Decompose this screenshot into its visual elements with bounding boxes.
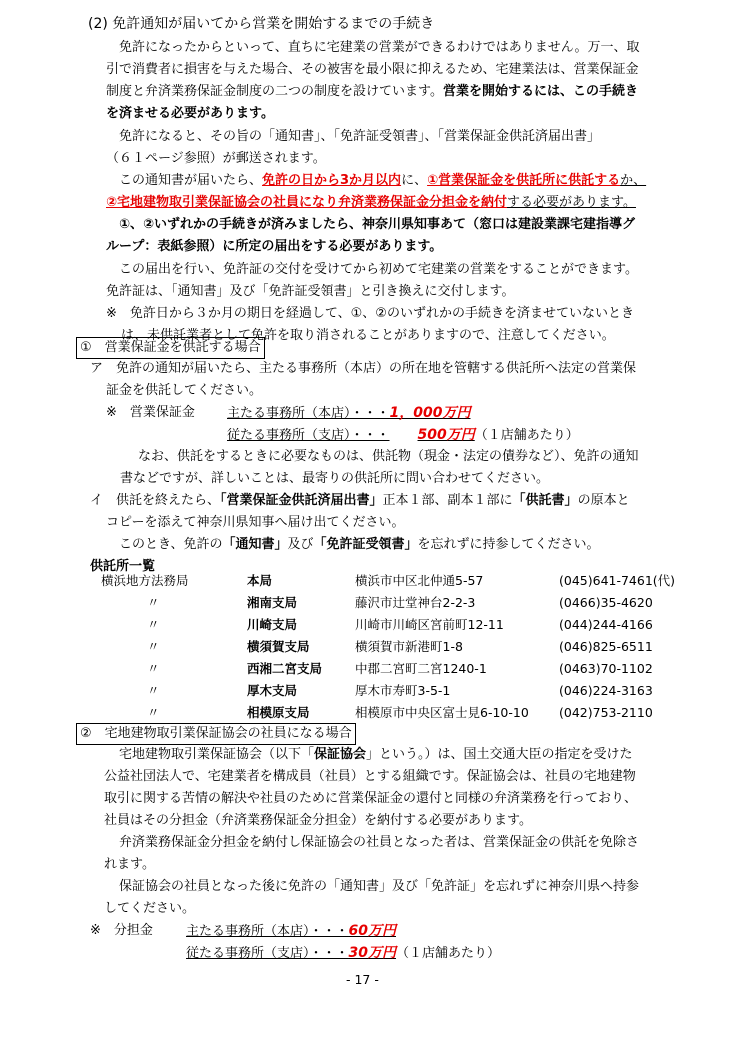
- deposit-amount: 1，000万円: [389, 405, 471, 421]
- office-address: 相模原市中央区富士見6-10-10: [355, 705, 529, 720]
- document-name: 「営業保証金供託済届出書」: [220, 493, 383, 508]
- emphasis-line: ①、②いずれかの手続きが済みましたら、神奈川県知事あて（窓口は建設業課宅建指導グ: [119, 217, 636, 232]
- per-branch-note: （１店舗あたり）: [474, 428, 579, 443]
- office-address: 中郡二宮町二宮1240-1: [355, 661, 487, 676]
- paragraph-line: この届出を行い、免許証の交付を受けてから初めて宅建業の営業をすることができます。: [119, 262, 638, 277]
- paragraph-text: 制度と弁済業務保証金制度の二つの制度を設けています。: [106, 84, 443, 99]
- paragraph-line: 社員はその分担金（弁済業務保証金分担金）を納付する必要があります。: [104, 813, 532, 828]
- office-name: 相模原支局: [247, 705, 310, 720]
- paragraph-line: [119, 745, 633, 765]
- emphasis-text: 保証協会: [314, 747, 367, 762]
- paragraph-line: ア 免許の通知が届いたら、主たる事務所（本店）の所在地を管轄する供託所へ法定の営業保: [90, 361, 637, 376]
- amount-label: ※ 営業保証金: [106, 405, 195, 420]
- deposit-amount: 500万円: [417, 427, 475, 443]
- paragraph-line: （６１ページ参照）が郵送されます。: [106, 151, 326, 166]
- office-prefix: 横浜地方法務局: [101, 573, 189, 588]
- office-prefix: 〃: [147, 683, 160, 698]
- emphasis-text: 営業を開始するには、この手続き: [442, 84, 638, 99]
- office-name: 川崎支局: [247, 617, 298, 632]
- office-row: [101, 680, 679, 702]
- emphasis-line: ループ：表紙参照）に所定の届出をする必要があります。: [106, 239, 443, 254]
- document-name: 「通知書」: [222, 537, 288, 552]
- amount-row: [186, 921, 396, 942]
- amount-label: ※ 分担金: [90, 923, 153, 938]
- office-row: [101, 614, 679, 636]
- office-address: 川崎市川崎区宮前町12-11: [355, 617, 504, 632]
- office-prefix: 〃: [147, 639, 160, 654]
- office-phone: (044)244-4166: [559, 617, 653, 632]
- paragraph-line: [90, 491, 630, 511]
- option1-text: ①営業保証金を供託所に供託する: [427, 173, 621, 188]
- page-number: - 17 -: [346, 972, 379, 987]
- paragraph-line: れます。: [104, 857, 155, 872]
- paragraph-line: 書などですが、詳しいことは、最寄りの供託所に問い合わせてください。: [120, 471, 550, 486]
- paragraph-text: の原本と: [577, 493, 630, 508]
- document-name: 「免許証受領書」: [313, 537, 418, 552]
- office-list-title: 供託所一覧: [90, 559, 156, 574]
- office-table: [101, 570, 679, 724]
- office-name: 西湘二宮支局: [247, 661, 323, 676]
- paragraph-line: してください。: [104, 901, 196, 916]
- office-address: 横須賀市新港町1-8: [355, 639, 463, 654]
- office-row: [101, 592, 679, 614]
- office-name: 湘南支局: [247, 595, 298, 610]
- paragraph-line: [119, 171, 646, 191]
- office-prefix: 〃: [147, 595, 160, 610]
- paragraph-line: 弁済業務保証金分担金を納付し保証協会の社員となった者は、営業保証金の供託を免除さ: [119, 835, 640, 850]
- office-row: [101, 570, 679, 592]
- note-line: ※ 免許日から３か月の期日を経過して、①、②のいずれかの手続きを済ませていないとき: [106, 306, 634, 321]
- paragraph-text: 及び: [287, 537, 314, 552]
- office-phone: (045)641-7461(代): [559, 573, 676, 588]
- office-address: 厚木市寿町3-5-1: [355, 683, 451, 698]
- section-heading: (2) 免許通知が届いてから営業を開始するまでの手続き: [88, 16, 435, 32]
- paragraph-text: する必要があります。: [507, 195, 636, 210]
- paragraph-line: 証金を供託してください。: [106, 383, 263, 398]
- subsection-heading: ② 宅地建物取引業保証協会の社員になる場合: [76, 723, 356, 745]
- amount-row: [227, 403, 470, 424]
- office-phone: (046)825-6511: [559, 639, 653, 654]
- office-prefix: 〃: [147, 617, 160, 632]
- paragraph-text: 」という。）は、国土交通大臣の指定を受けた: [366, 747, 633, 762]
- amount-row: [227, 425, 579, 446]
- office-address: 横浜市中区北仲通5-57: [355, 573, 484, 588]
- subsection-heading: ① 営業保証金を供託する場合: [76, 337, 265, 359]
- office-label: 従たる事務所（支店）・・・: [227, 428, 390, 443]
- paragraph-line: 保証協会の社員となった後に免許の「通知書」及び「免許証」を忘れずに神奈川県へ持参: [119, 879, 640, 894]
- office-label: 従たる事務所（支店）・・・: [186, 946, 349, 961]
- paragraph-text: この通知書が届いたら、: [119, 173, 263, 188]
- office-row: [101, 658, 679, 680]
- paragraph-text: このとき、免許の: [119, 537, 223, 552]
- paragraph-line: 免許になったからといって、直ちに宅建業の営業ができるわけではありません。万一、取: [119, 40, 640, 55]
- paragraph-line: 免許証は、「通知書」及び「免許証受領書」と引き換えに交付します。: [106, 284, 515, 299]
- paragraph-text: を忘れずに持参してください。: [417, 537, 600, 552]
- paragraph-line: [119, 535, 600, 555]
- paragraph-text: か、: [620, 173, 647, 188]
- contribution-amount: 60万円: [348, 923, 396, 939]
- office-phone: (046)224-3163: [559, 683, 653, 698]
- document-name: 「供託書」: [512, 493, 578, 508]
- note-line: は、未供託業者として免許を取り消されることがありますので、注意してください。: [121, 328, 615, 343]
- contribution-amount: 30万円: [348, 945, 396, 961]
- paragraph-text: 宅地建物取引業保証協会（以下「: [119, 747, 315, 762]
- paragraph-line: [106, 193, 636, 213]
- office-name: 厚木支局: [247, 683, 298, 698]
- option2-text: ②宅地建物取引業保証協会の社員になり弁済業務保証金分担金を納付: [106, 195, 508, 210]
- per-branch-note: （１店舗あたり）: [396, 946, 501, 961]
- office-phone: (042)753-2110: [559, 705, 653, 720]
- office-row: [101, 636, 679, 658]
- office-prefix: 〃: [147, 705, 160, 720]
- paragraph-text: イ 供託を終えたら、: [90, 493, 221, 508]
- paragraph-line: 公益社団法人で、宅建業者を構成員（社員）とする組織です。保証協会は、社員の宅地建物: [104, 769, 636, 784]
- emphasis-line: を済ませる必要があります。: [106, 106, 274, 121]
- paragraph-text: に、: [401, 173, 428, 188]
- paragraph-line: 引で消費者に損害を与えた場合、その被害を最小限に抑えるため、宅建業法は、営業保証金: [106, 62, 639, 77]
- paragraph-text: 正本１部、副本１部に: [382, 493, 513, 508]
- office-row: [101, 702, 679, 724]
- deadline-text: 免許の日から3か月以内: [262, 173, 402, 188]
- amount-row: [186, 943, 500, 964]
- office-phone: (0466)35-4620: [559, 595, 653, 610]
- office-address: 藤沢市辻堂神台2-2-3: [355, 595, 476, 610]
- office-prefix: 〃: [147, 661, 160, 676]
- office-label: 主たる事務所（本店）・・・: [186, 924, 349, 939]
- paragraph-line: 取引に関する苦情の解決や社員のために営業保証金の還付と同様の弁済業務を行っており、: [104, 791, 638, 806]
- paragraph-line: 免許になると、その旨の「通知書」、「免許証受領書」、「営業保証金供託済届出書」: [119, 129, 601, 144]
- paragraph-line: コピーを添えて神奈川県知事へ届け出てください。: [106, 515, 405, 530]
- paragraph-line: なお、供託をするときに必要なものは、供託物（現金・法定の債券など）、免許の通知: [138, 449, 639, 464]
- office-name: 横須賀支局: [247, 639, 310, 654]
- office-name: 本局: [247, 573, 273, 588]
- office-phone: (0463)70-1102: [559, 661, 653, 676]
- office-label: 主たる事務所（本店）・・・: [227, 406, 390, 421]
- paragraph-line: [106, 82, 638, 102]
